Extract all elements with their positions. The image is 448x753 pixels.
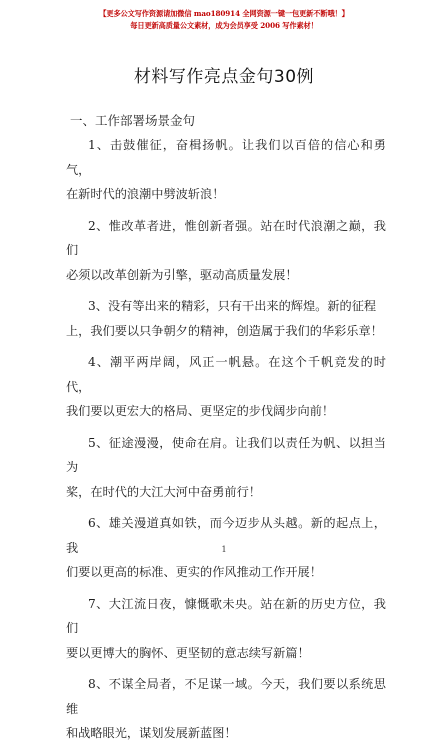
quote-line-2: 在新时代的浪潮中劈波斩浪！ xyxy=(66,187,225,201)
promo-banner-line-1: 【更多公文写作资源请加微信 mao180914 全网资源一键一包更新不断哦！】 xyxy=(99,9,349,18)
quote-line-1: 5、征途漫漫，使命在肩。让我们以责任为帆、以担当为 xyxy=(66,435,386,474)
quote-list xyxy=(66,133,386,753)
quote-item xyxy=(66,214,386,288)
quote-line-1: 1、击鼓催征，奋楫扬帆。让我们以百倍的信心和勇气， xyxy=(66,138,386,177)
document-title: 材料写作亮点金句30例 xyxy=(133,67,315,87)
quote-line-1: 2、惟改革者进，惟创新者强。站在时代浪潮之巅，我们 xyxy=(66,218,386,257)
quote-line-1: 7、大江流日夜，慷慨歌未央。站在新的历史方位，我们 xyxy=(66,596,386,635)
quote-line-1: 3、没有等出来的精彩，只有干出来的辉煌。新的征程 xyxy=(88,299,377,313)
quote-line-2: 必须以改革创新为引擎，驱动高质量发展！ xyxy=(66,267,298,282)
quote-line-1: 6、雄关漫道真如铁，而今迈步从头越。新的起点上，我 xyxy=(66,516,386,555)
quote-line-1: 4、潮平两岸阔，风正一帆悬。在这个千帆竞发的时代， xyxy=(66,355,386,394)
quote-item xyxy=(66,592,386,666)
quote-line-2: 和战略眼光，谋划发展新蓝图！ xyxy=(66,726,237,740)
quote-item xyxy=(66,133,386,207)
quote-line-2: 我们要以更宏大的格局、更坚定的步伐阔步向前！ xyxy=(66,404,335,418)
promo-banner-line-2: 每日更新高质量公文素材，成为会员享受 2006 写作素材！ xyxy=(130,21,318,30)
quote-line-2: 上，我们要以只争朝夕的精神，创造属于我们的华彩乐章！ xyxy=(66,323,383,338)
quote-item xyxy=(66,431,386,505)
quote-line-2: 要以更博大的胸怀、更坚韧的意志续写新篇！ xyxy=(66,645,310,660)
quote-item xyxy=(66,350,386,424)
section-heading: 一、工作部署场景金句 xyxy=(70,113,196,128)
quote-item xyxy=(66,294,386,343)
promo-banner xyxy=(0,8,448,32)
quote-line-2: 们要以更高的标准、更实的作风推动工作开展！ xyxy=(66,565,322,579)
quote-line-2: 桨，在时代的大江大河中奋勇前行！ xyxy=(66,484,261,499)
quote-item xyxy=(66,672,386,746)
page-number: 1 xyxy=(221,545,227,554)
quote-line-1: 8、不谋全局者，不足谋一域。今天，我们要以系统思维 xyxy=(66,677,386,716)
